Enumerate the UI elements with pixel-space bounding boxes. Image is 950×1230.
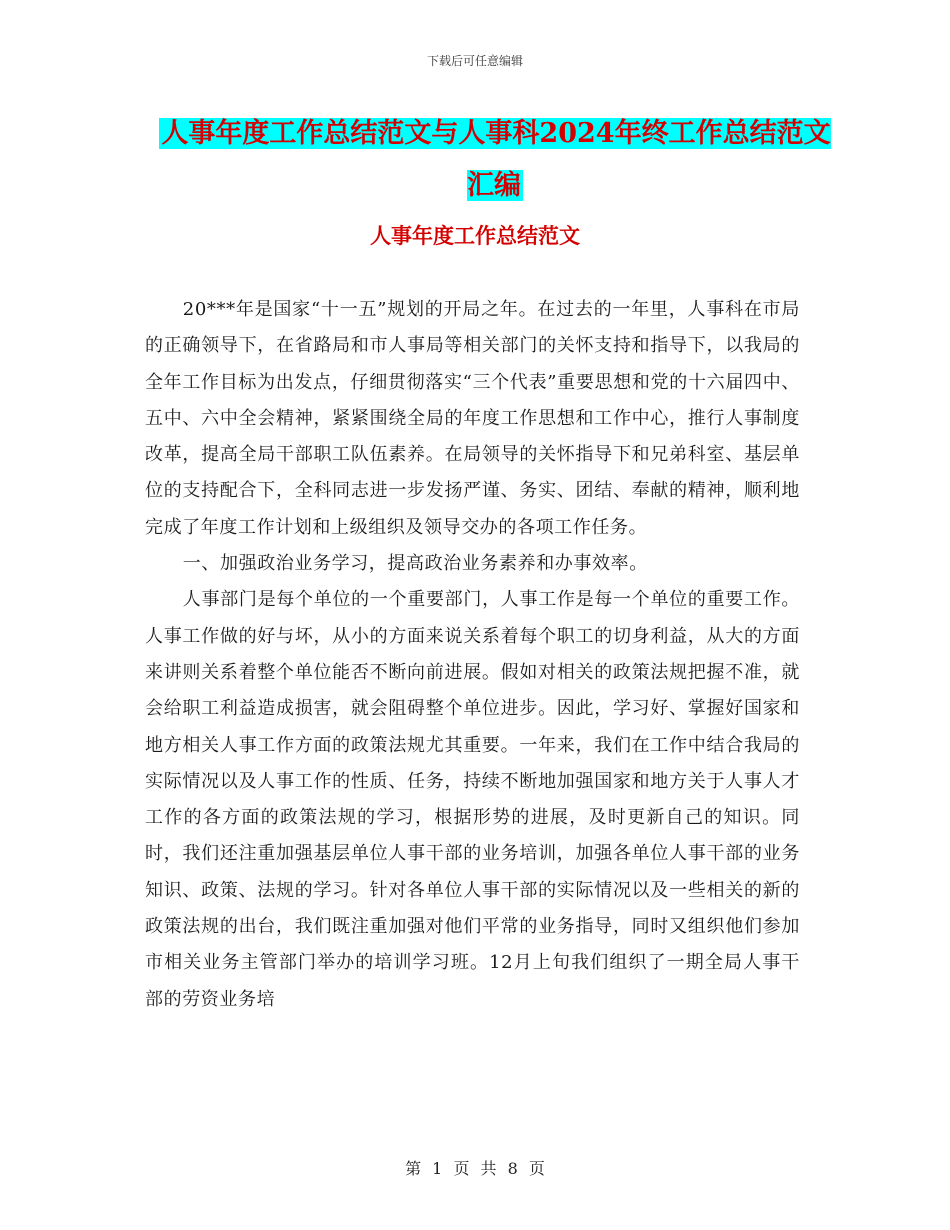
- document-body: [145, 292, 800, 1018]
- document-title: [150, 108, 840, 212]
- paragraph-intro: 20***年是国家“十一五”规划的开局之年。在过去的一年里，人事科在市局的正确领导下，在省路局和市人事局等相关部门的关怀支持和指导下，以我局的全年工作目标为出发点，仔细贯彻落实“三个代表”重要思想和党的十六届四中、五中、六中全会精神，紧紧围绕全局的年度工作思想和工作中心，推行人事制度改革，提高全局干部职工队伍素养。在局领导的关怀指导下和兄弟科室、基层单位的支持配合下，全科同志进一步发扬严谨、务实、团结、奉献的精神，顺利地完成了年度工作计划和上级组织及领导交办的各项工作任务。: [145, 299, 800, 538]
- paragraph-body-1: 人事部门是每个单位的一个重要部门，人事工作是每一个单位的重要工作。人事工作做的好与坏，从小的方面来说关系着每个职工的切身利益，从大的方面来讲则关系着整个单位能否不断向前进展。假如对相关的政策法规把握不准，就会给职工利益造成损害，就会阻碍整个单位进步。因此，学习好、掌握好国家和地方相关人事工作方面的政策法规尤其重要。一年来，我们在工作中结合我局的实际情况以及人事工作的性质、任务，持续不断地加强国家和地方关于人事人才工作的各方面的政策法规的学习，根据形势的进展，及时更新自己的知识。同时，我们还注重加强基层单位人事干部的业务培训，加强各单位人事干部的业务知识、政策、法规的学习。针对各单位人事干部的实际情况以及一些相关的新的政策法规的出台，我们既注重加强对他们平常的业务指导，同时又组织他们参加市相关业务主管部门举办的培训学习班。12月上旬我们组织了一期全局人事干部的劳资业务培: [145, 589, 800, 1010]
- paragraph-heading-1: 一、加强政治业务学习，提高政治业务素养和办事效率。: [182, 553, 648, 575]
- section-title: 人事年度工作总结范文: [370, 223, 580, 248]
- page-number: 第 1 页 共 8 页: [405, 1159, 545, 1178]
- download-note: 下载后可任意编辑: [426, 54, 523, 68]
- document-title-text: 人事年度工作总结范文与人事科2024年终工作总结范文汇编: [161, 118, 831, 201]
